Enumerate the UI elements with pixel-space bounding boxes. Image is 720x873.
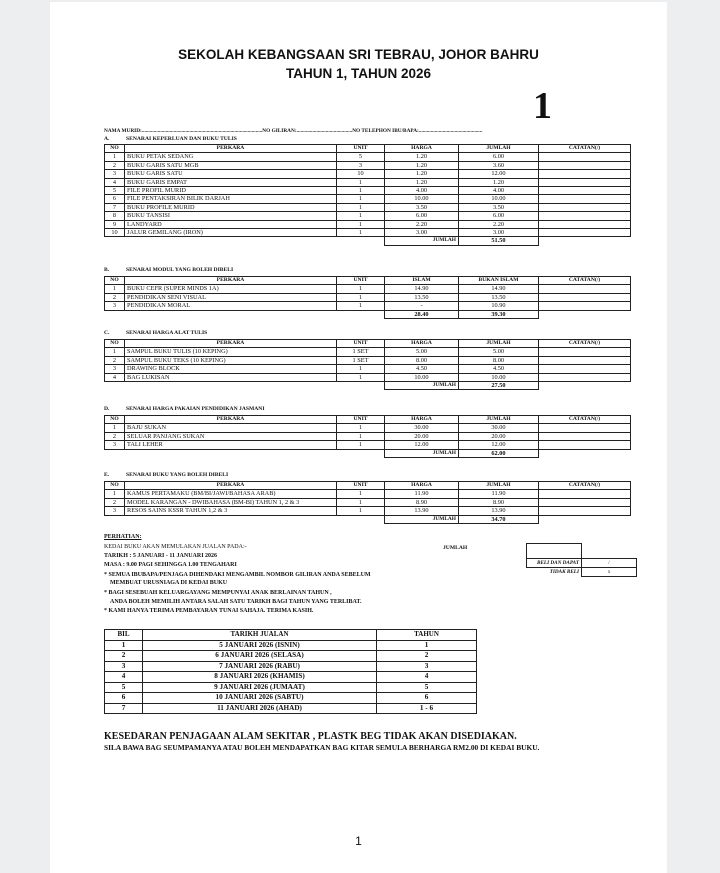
section-e-table	[104, 481, 631, 524]
page-number: 1	[355, 834, 362, 848]
table-cell: 11 JANUARI 2026 (AHAD)	[143, 703, 377, 714]
table-cell: 1	[105, 490, 125, 498]
table-cell: 1	[337, 424, 385, 432]
table-cell	[539, 498, 631, 506]
table-cell: 2	[105, 293, 125, 301]
table-cell	[105, 449, 125, 457]
table-cell: BUKU GARIS EMPAT	[125, 178, 337, 186]
table-cell: 2	[105, 356, 125, 364]
table-header-row	[105, 145, 631, 153]
column-header: CATATAN(/)	[539, 145, 631, 153]
table-cell	[539, 195, 631, 203]
column-header: NO	[105, 277, 125, 285]
table-cell: 1	[337, 490, 385, 498]
table-cell: FILE PENTAKSIRAN BILIK DARJAH	[125, 195, 337, 203]
column-header: BIL	[105, 630, 143, 641]
schedule-row	[105, 640, 477, 651]
notes-block	[104, 534, 474, 624]
table-row	[105, 285, 631, 293]
table-cell: 1	[337, 365, 385, 373]
table-cell: 1.20	[459, 178, 539, 186]
beli-dan-dapat-label: BELI DAN DAPAT	[527, 559, 582, 568]
table-cell: 2	[105, 498, 125, 506]
table-cell: 6	[105, 195, 125, 203]
table-cell	[105, 237, 125, 245]
student-info-line: NAMA MURID:...........................................................................................NO GILIRAN:..........................................NO TELEPHON IBU/BAPA:................................................	[104, 128, 483, 134]
table-cell: 1.20	[385, 153, 459, 161]
table-cell	[539, 178, 631, 186]
table-cell	[337, 310, 385, 318]
table-header-row	[105, 277, 631, 285]
schedule-row	[105, 672, 477, 683]
table-cell: 10.90	[459, 302, 539, 310]
column-header: JUMLAH	[459, 416, 539, 424]
table-cell: 7	[105, 703, 143, 714]
note-line: MEMBUAT URUSNIAGA DI KEDAI BUKU	[110, 580, 228, 586]
table-cell: 1	[337, 293, 385, 301]
table-cell	[539, 203, 631, 211]
footer-bag-notice: SILA BAWA BAG SEUMPAMANYA ATAU BOLEH MENDAPATKAN BAG KITAR SEMULA BERHARGA RM2.00 DI KEDAI BUKU.	[104, 743, 540, 752]
table-cell: 2.20	[459, 220, 539, 228]
table-cell	[539, 432, 631, 440]
table-cell: 20.00	[459, 432, 539, 440]
column-header: HARGA	[385, 482, 459, 490]
total-value: 27.50	[459, 382, 539, 390]
total-row	[105, 449, 631, 457]
table-cell	[539, 293, 631, 301]
table-cell: 11.90	[385, 490, 459, 498]
table-cell	[125, 449, 337, 457]
schedule-header-row	[105, 630, 477, 641]
section-b-heading: B. SENARAI MODUL YANG BOLEH DIBELI	[104, 267, 234, 273]
table-cell: MODEL KARANGAN - DWIBAHASA (BM-BI) TAHUN 1, 2 & 3	[125, 498, 337, 506]
note-line: MASA : 9.00 PAGI SEHINGGA 1.00 TENGAHARI	[104, 562, 237, 568]
table-cell	[539, 382, 631, 390]
table-row	[105, 195, 631, 203]
table-row	[105, 302, 631, 310]
table-cell: 10	[105, 229, 125, 237]
table-cell: 3.50	[459, 203, 539, 211]
table-row	[105, 229, 631, 237]
table-cell: 8 JANUARI 2026 (KHAMIS)	[143, 672, 377, 683]
table-cell: 10.00	[459, 195, 539, 203]
table-cell: 3	[105, 507, 125, 515]
beli-mark: /	[582, 559, 637, 568]
table-cell	[539, 229, 631, 237]
table-cell: 3.50	[385, 203, 459, 211]
table-cell	[337, 449, 385, 457]
table-cell: 5.00	[385, 348, 459, 356]
table-cell: 4	[105, 178, 125, 186]
table-row	[105, 507, 631, 515]
table-cell: 10.00	[459, 373, 539, 381]
table-cell	[125, 310, 337, 318]
table-cell: SAMPUL BUKU TULIS (10 KEPING)	[125, 348, 337, 356]
table-cell: 13.50	[385, 293, 459, 301]
table-cell: BUKU CEFR (SUPER MINDS 1A)	[125, 285, 337, 293]
table-cell: 1	[105, 348, 125, 356]
table-cell	[337, 237, 385, 245]
total-bukan-islam: 39.30	[459, 310, 539, 318]
tidak-beli-label: TIDAK BELI	[549, 569, 579, 576]
table-cell: 14.90	[385, 285, 459, 293]
legend-table	[476, 543, 637, 577]
document-page	[50, 2, 667, 873]
table-cell: 1	[105, 424, 125, 432]
total-value: 51.50	[459, 237, 539, 245]
column-header: UNIT	[337, 145, 385, 153]
table-cell	[539, 187, 631, 195]
table-row	[105, 432, 631, 440]
table-row	[105, 441, 631, 449]
table-cell: BAG LUKISAN	[125, 373, 337, 381]
column-header: PERKARA	[125, 277, 337, 285]
total-label: JUMLAH	[385, 449, 459, 457]
schedule-row	[105, 682, 477, 693]
table-cell: TALI LEHER	[125, 441, 337, 449]
footer-notice: KESEDARAN PENJAGAAN ALAM SEKITAR , PLASTK BEG TIDAK AKAN DISEDIAKAN.	[104, 731, 517, 742]
table-cell	[125, 237, 337, 245]
table-cell	[539, 424, 631, 432]
table-cell: PENDIDIKAN MORAL	[125, 302, 337, 310]
table-cell: 7 JANUARI 2026 (RABU)	[143, 661, 377, 672]
table-cell: 2	[105, 161, 125, 169]
table-row	[105, 153, 631, 161]
table-cell: PENDIDIKAN SENI VISUAL	[125, 293, 337, 301]
total-label: JUMLAH	[385, 382, 459, 390]
table-row	[105, 490, 631, 498]
column-header: JUMLAH	[459, 145, 539, 153]
column-header: UNIT	[337, 416, 385, 424]
table-cell: 3	[377, 661, 477, 672]
column-header: NO	[105, 482, 125, 490]
table-cell: 13.90	[459, 507, 539, 515]
table-cell: 8	[105, 212, 125, 220]
table-cell: 4	[105, 672, 143, 683]
table-row	[105, 293, 631, 301]
table-cell: 3	[105, 170, 125, 178]
column-header: PERKARA	[125, 416, 337, 424]
table-cell: SELUAR PANJANG SUKAN	[125, 432, 337, 440]
table-cell: 3.00	[385, 229, 459, 237]
schedule-table	[104, 629, 477, 714]
table-cell: 1	[337, 441, 385, 449]
table-cell: -	[385, 302, 459, 310]
section-b-table	[104, 276, 631, 319]
table-cell	[539, 356, 631, 364]
column-header: PERKARA	[125, 482, 337, 490]
table-cell: 2.20	[385, 220, 459, 228]
table-cell: 3	[105, 302, 125, 310]
table-cell: 1	[337, 498, 385, 506]
table-cell: 1	[337, 203, 385, 211]
table-cell: 1 - 6	[377, 703, 477, 714]
total-value: 62.00	[459, 449, 539, 457]
section-d-table	[104, 415, 631, 458]
table-cell	[539, 285, 631, 293]
column-header: JUMLAH	[459, 482, 539, 490]
table-cell: 10 JANUARI 2026 (SABTU)	[143, 693, 377, 704]
table-row	[105, 170, 631, 178]
table-cell: 6.00	[459, 212, 539, 220]
table-cell: 12.00	[459, 170, 539, 178]
table-cell: 1.20	[385, 170, 459, 178]
table-cell: 4.00	[459, 187, 539, 195]
table-cell: 6.00	[385, 212, 459, 220]
table-row	[105, 212, 631, 220]
table-cell	[337, 382, 385, 390]
column-header: UNIT	[337, 277, 385, 285]
table-cell: 5.00	[459, 348, 539, 356]
table-cell: 9 JANUARI 2026 (JUMAAT)	[143, 682, 377, 693]
column-header: CATATAN(/)	[539, 277, 631, 285]
table-cell: 8.00	[459, 356, 539, 364]
table-row	[105, 161, 631, 169]
table-cell: 5 JANUARI 2026 (ISNIN)	[143, 640, 377, 651]
table-cell: 5	[377, 682, 477, 693]
table-row	[105, 424, 631, 432]
total-row	[105, 237, 631, 245]
table-cell: 1	[337, 229, 385, 237]
year-title: TAHUN 1, TAHUN 2026	[285, 66, 432, 81]
table-row	[105, 365, 631, 373]
big-number: 1	[533, 85, 552, 127]
table-cell	[539, 449, 631, 457]
section-d-heading: D. SENARAI HARGA PAKAIAN PENDIDIKAN JASMANI	[104, 406, 265, 412]
table-cell: 3	[105, 661, 143, 672]
total-value: 34.70	[459, 515, 539, 523]
total-label: JUMLAH	[385, 515, 459, 523]
table-cell: 1	[337, 373, 385, 381]
table-cell: 1	[337, 285, 385, 293]
table-cell: JALUR GEMILANG (IRON)	[125, 229, 337, 237]
table-cell: BAJU SUKAN	[125, 424, 337, 432]
column-header: CATATAN(/)	[539, 482, 631, 490]
table-cell: 1	[337, 302, 385, 310]
table-header-row	[105, 340, 631, 348]
table-cell: 1	[377, 640, 477, 651]
note-line: KEDAI BUKU AKAN MEMULAKAN JUALAN PADA:-	[104, 544, 247, 550]
column-header: UNIT	[337, 482, 385, 490]
schedule-row	[105, 651, 477, 662]
table-cell: SAMPUL BUKU TEKS (10 KEPING)	[125, 356, 337, 364]
table-cell: 7	[105, 203, 125, 211]
table-cell: 6.00	[459, 153, 539, 161]
table-cell: 6	[105, 693, 143, 704]
school-title: SEKOLAH KEBANGSAAN SRI TEBRAU, JOHOR BAHRU	[178, 47, 539, 62]
table-cell: FILE PROFIL MURID	[125, 187, 337, 195]
section-c-table	[104, 339, 631, 390]
table-cell: 1.20	[385, 178, 459, 186]
table-cell: 3	[105, 365, 125, 373]
table-cell: 3	[105, 441, 125, 449]
table-cell	[539, 237, 631, 245]
table-cell: 3.00	[459, 229, 539, 237]
table-cell: 2	[377, 651, 477, 662]
section-a-heading: A. SENARAI KEPERLUAN DAN BUKU TULIS	[104, 136, 237, 142]
table-cell	[539, 302, 631, 310]
table-cell: 1	[337, 220, 385, 228]
column-header: PERKARA	[125, 145, 337, 153]
table-cell: 1	[105, 640, 143, 651]
section-c-heading: C. SENARAI HARGA ALAT TULIS	[104, 330, 208, 336]
section-a-table	[104, 144, 631, 246]
table-cell: 4.50	[385, 365, 459, 373]
table-row	[105, 178, 631, 186]
table-cell: 5	[105, 187, 125, 195]
table-cell: 1	[337, 178, 385, 186]
table-cell: 10.00	[385, 373, 459, 381]
table-cell: 13.90	[385, 507, 459, 515]
note-line: * SEMUA IBUBAPA/PENJAGA DIHENDAKI MENGAMBIL NOMBOR GILIRAN ANDA SEBELUM	[104, 572, 371, 578]
table-cell: 1	[105, 153, 125, 161]
note-line: * KAMI HANYA TERIMA PEMBAYARAN TUNAI SAHAJA. TERIMA KASIH.	[104, 608, 314, 614]
table-cell: BUKU TANSISI	[125, 212, 337, 220]
table-cell: KAMUS PERTAMAKU (BM/BI/JAWI/BAHASA ARAB)	[125, 490, 337, 498]
total-label: JUMLAH	[385, 237, 459, 245]
table-cell: DRAWING BLOCK	[125, 365, 337, 373]
column-header: CATATAN(/)	[539, 340, 631, 348]
table-cell: 1	[337, 507, 385, 515]
tidak-mark: x	[582, 568, 637, 577]
table-cell	[125, 515, 337, 523]
table-cell: 2	[105, 651, 143, 662]
schedule-row	[105, 661, 477, 672]
table-cell	[539, 212, 631, 220]
table-cell: 8.90	[459, 498, 539, 506]
table-header-row	[105, 482, 631, 490]
column-header: NO	[105, 340, 125, 348]
table-cell	[105, 310, 125, 318]
table-cell: 8.90	[385, 498, 459, 506]
table-cell	[539, 161, 631, 169]
table-cell: 1	[337, 187, 385, 195]
total-row	[105, 310, 631, 318]
column-header: CATATAN(/)	[539, 416, 631, 424]
table-cell	[539, 348, 631, 356]
table-row	[105, 203, 631, 211]
table-cell: 11.90	[459, 490, 539, 498]
table-row	[105, 187, 631, 195]
table-cell	[539, 220, 631, 228]
total-row	[105, 382, 631, 390]
table-cell: 9	[105, 220, 125, 228]
table-cell: 1	[105, 285, 125, 293]
table-row	[105, 373, 631, 381]
table-cell: RESOS SAINS KSSR TAHUN 1,2 & 3	[125, 507, 337, 515]
table-cell: 4.00	[385, 187, 459, 195]
table-cell: 14.90	[459, 285, 539, 293]
table-row	[105, 348, 631, 356]
table-cell	[125, 382, 337, 390]
table-cell: 1.20	[385, 161, 459, 169]
table-cell: BUKU GARIS SATU	[125, 170, 337, 178]
table-cell: 4	[105, 373, 125, 381]
table-cell	[539, 373, 631, 381]
column-header: NO	[105, 416, 125, 424]
perhatian-heading: PERHATIAN:	[104, 534, 142, 540]
table-row	[105, 356, 631, 364]
table-cell: LANDYARD	[125, 220, 337, 228]
note-line: ANDA BOLEH MEMILIH ANTARA SALAH SATU TARIKH BAGI TAHUN YANG TERLIBAT.	[110, 599, 362, 605]
table-cell: 6 JANUARI 2026 (SELASA)	[143, 651, 377, 662]
column-header: TARIKH JUALAN	[143, 630, 377, 641]
table-cell: 5	[105, 682, 143, 693]
table-cell	[105, 515, 125, 523]
table-cell: 12.00	[459, 441, 539, 449]
table-cell: 6	[377, 693, 477, 704]
table-cell	[337, 515, 385, 523]
table-cell: 1 SET	[337, 348, 385, 356]
column-header: JUMLAH	[459, 340, 539, 348]
table-cell: BUKU PETAK SEDANG	[125, 153, 337, 161]
table-cell: 4.50	[459, 365, 539, 373]
table-cell: 30.00	[385, 424, 459, 432]
table-cell	[539, 441, 631, 449]
schedule-row	[105, 703, 477, 714]
table-cell: 10.00	[385, 195, 459, 203]
column-header: HARGA	[385, 145, 459, 153]
table-cell: 12.00	[385, 441, 459, 449]
column-header: NO	[105, 145, 125, 153]
note-line: TARIKH : 5 JANUARI - 11 JANUARI 2026	[104, 553, 218, 559]
schedule-row	[105, 693, 477, 704]
table-cell: 10	[337, 170, 385, 178]
column-header: HARGA	[385, 340, 459, 348]
table-cell: 1 SET	[337, 356, 385, 364]
table-cell: 20.00	[385, 432, 459, 440]
table-cell	[539, 515, 631, 523]
table-cell: 5	[337, 153, 385, 161]
table-cell: 3	[337, 161, 385, 169]
column-header: PERKARA	[125, 340, 337, 348]
table-cell	[539, 153, 631, 161]
table-cell: 2	[105, 432, 125, 440]
column-header: UNIT	[337, 340, 385, 348]
table-cell	[539, 365, 631, 373]
table-cell: 1	[337, 195, 385, 203]
table-cell: 4	[377, 672, 477, 683]
note-line: * BAGI SESEBUAH KELUARGAYANG MEMPUNYAI ANAK BERLAINAN TAHUN ,	[104, 590, 332, 596]
table-cell: BUKU GARIS SATU MGB	[125, 161, 337, 169]
table-cell	[539, 490, 631, 498]
column-header: BUKAN ISLAM	[459, 277, 539, 285]
jumlah-label: JUMLAH	[443, 545, 468, 551]
table-cell: BUKU PROFILE MURID	[125, 203, 337, 211]
column-header: ISLAM	[385, 277, 459, 285]
table-cell: 13.50	[459, 293, 539, 301]
table-row	[105, 498, 631, 506]
table-cell	[539, 507, 631, 515]
table-cell: 1	[337, 212, 385, 220]
table-cell	[105, 382, 125, 390]
table-cell: 30.00	[459, 424, 539, 432]
table-cell: 3.60	[459, 161, 539, 169]
table-header-row	[105, 416, 631, 424]
table-cell: 8.00	[385, 356, 459, 364]
total-row	[105, 515, 631, 523]
column-header: HARGA	[385, 416, 459, 424]
section-e-heading: E. SENARAI BUKU YANG BOLEH DIBELI	[104, 472, 229, 478]
table-cell	[539, 170, 631, 178]
column-header: TAHUN	[377, 630, 477, 641]
table-cell	[539, 310, 631, 318]
total-islam: 28.40	[385, 310, 459, 318]
table-cell: 1	[337, 432, 385, 440]
table-row	[105, 220, 631, 228]
